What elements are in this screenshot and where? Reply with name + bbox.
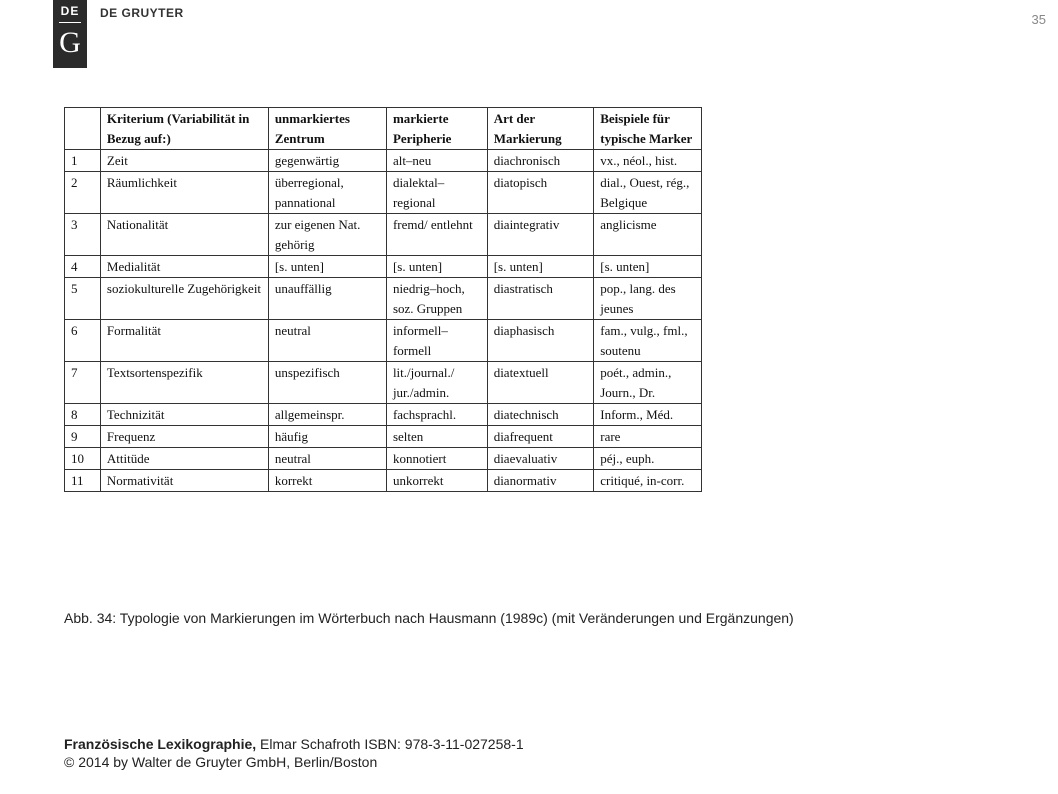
cell-beispiele: dial., Ouest, rég., Belgique xyxy=(594,172,702,214)
table-row xyxy=(65,150,702,172)
publisher-logo xyxy=(53,0,87,68)
cell-kriterium: Nationalität xyxy=(100,214,268,256)
cell-kriterium: Attitüde xyxy=(100,448,268,470)
typology-table xyxy=(64,107,702,492)
cell-zentrum: unauffällig xyxy=(268,278,386,320)
cell-peripherie: unkorrekt xyxy=(386,470,487,492)
cell-number: 1 xyxy=(65,150,101,172)
cell-markierung: dianormativ xyxy=(487,470,594,492)
cell-number: 6 xyxy=(65,320,101,362)
cell-number: 9 xyxy=(65,426,101,448)
cell-beispiele: vx., néol., hist. xyxy=(594,150,702,172)
figure-caption: Abb. 34: Typologie von Markierungen im Wörterbuch nach Hausmann (1989c) (mit Veränderungen und Ergänzungen) xyxy=(64,610,794,626)
cell-markierung: diatechnisch xyxy=(487,404,594,426)
header-cell-peripherie: markierte Peripherie xyxy=(386,108,487,150)
citation-line xyxy=(64,735,524,753)
cell-number: 4 xyxy=(65,256,101,278)
cell-kriterium: Zeit xyxy=(100,150,268,172)
cell-markierung: diachronisch xyxy=(487,150,594,172)
cell-peripherie: fremd/ entlehnt xyxy=(386,214,487,256)
cell-beispiele: Inform., Méd. xyxy=(594,404,702,426)
book-info: Elmar Schafroth ISBN: 978-3-11-027258-1 xyxy=(256,736,524,752)
cell-kriterium: Technizität xyxy=(100,404,268,426)
header-cell-beispiele: Beispiele für typische Marker xyxy=(594,108,702,150)
cell-beispiele: péj., euph. xyxy=(594,448,702,470)
cell-number: 5 xyxy=(65,278,101,320)
cell-zentrum: neutral xyxy=(268,448,386,470)
table-body xyxy=(65,150,702,492)
cell-kriterium: Räumlichkeit xyxy=(100,172,268,214)
table-row xyxy=(65,470,702,492)
cell-zentrum: korrekt xyxy=(268,470,386,492)
cell-zentrum: gegenwärtig xyxy=(268,150,386,172)
cell-markierung: diaintegrativ xyxy=(487,214,594,256)
cell-markierung: [s. unten] xyxy=(487,256,594,278)
cell-beispiele: rare xyxy=(594,426,702,448)
cell-peripherie: dialektal–regional xyxy=(386,172,487,214)
cell-zentrum: unspezifisch xyxy=(268,362,386,404)
cell-kriterium: Formalität xyxy=(100,320,268,362)
header-cell-zentrum: unmarkiertes Zentrum xyxy=(268,108,386,150)
publisher-name: DE GRUYTER xyxy=(100,6,184,20)
cell-markierung: diatextuell xyxy=(487,362,594,404)
cell-number: 7 xyxy=(65,362,101,404)
cell-peripherie: lit./journal./ jur./admin. xyxy=(386,362,487,404)
table-row xyxy=(65,404,702,426)
cell-beispiele: pop., lang. des jeunes xyxy=(594,278,702,320)
cell-zentrum: neutral xyxy=(268,320,386,362)
book-title: Französische Lexikographie, xyxy=(64,736,257,752)
cell-markierung: diaphasisch xyxy=(487,320,594,362)
cell-kriterium: soziokulturelle Zugehörigkeit xyxy=(100,278,268,320)
cell-peripherie: [s. unten] xyxy=(386,256,487,278)
cell-beispiele: poét., admin., Journ., Dr. xyxy=(594,362,702,404)
table-row xyxy=(65,278,702,320)
cell-markierung: diatopisch xyxy=(487,172,594,214)
page-number: 35 xyxy=(1031,12,1046,27)
cell-peripherie: selten xyxy=(386,426,487,448)
cell-zentrum: überregional, pannational xyxy=(268,172,386,214)
cell-peripherie: niedrig–hoch, soz. Gruppen xyxy=(386,278,487,320)
table-row xyxy=(65,172,702,214)
table-row xyxy=(65,362,702,404)
cell-peripherie: konnotiert xyxy=(386,448,487,470)
cell-kriterium: Normativität xyxy=(100,470,268,492)
table-row xyxy=(65,448,702,470)
cell-markierung: diaevaluativ xyxy=(487,448,594,470)
logo-de-text: DE xyxy=(60,4,80,18)
cell-markierung: diastratisch xyxy=(487,278,594,320)
header-cell-markierung: Art der Markierung xyxy=(487,108,594,150)
copyright-line: © 2014 by Walter de Gruyter GmbH, Berlin/Boston xyxy=(64,754,378,770)
cell-peripherie: fachsprachl. xyxy=(386,404,487,426)
cell-beispiele: [s. unten] xyxy=(594,256,702,278)
table-header-row xyxy=(65,108,702,150)
cell-zentrum: [s. unten] xyxy=(268,256,386,278)
cell-number: 8 xyxy=(65,404,101,426)
cell-zentrum: zur eigenen Nat. gehörig xyxy=(268,214,386,256)
cell-number: 3 xyxy=(65,214,101,256)
cell-kriterium: Medialität xyxy=(100,256,268,278)
table-row xyxy=(65,256,702,278)
cell-peripherie: alt–neu xyxy=(386,150,487,172)
cell-markierung: diafrequent xyxy=(487,426,594,448)
table-row xyxy=(65,214,702,256)
cell-kriterium: Frequenz xyxy=(100,426,268,448)
table-row xyxy=(65,426,702,448)
cell-number: 2 xyxy=(65,172,101,214)
cell-beispiele: anglicisme xyxy=(594,214,702,256)
logo-g-letter: G xyxy=(59,26,81,59)
cell-beispiele: fam., vulg., fml., soutenu xyxy=(594,320,702,362)
logo-divider xyxy=(59,22,81,23)
header-cell-kriterium: Kriterium (Variabilität in Bezug auf:) xyxy=(100,108,268,150)
cell-kriterium: Textsortenspezifik xyxy=(100,362,268,404)
table-row xyxy=(65,320,702,362)
cell-number: 11 xyxy=(65,470,101,492)
cell-zentrum: häufig xyxy=(268,426,386,448)
citation-footer xyxy=(64,735,524,771)
cell-peripherie: informell–formell xyxy=(386,320,487,362)
cell-number: 10 xyxy=(65,448,101,470)
cell-zentrum: allgemeinspr. xyxy=(268,404,386,426)
header-cell-number xyxy=(65,108,101,150)
cell-beispiele: critiqué, in-corr. xyxy=(594,470,702,492)
